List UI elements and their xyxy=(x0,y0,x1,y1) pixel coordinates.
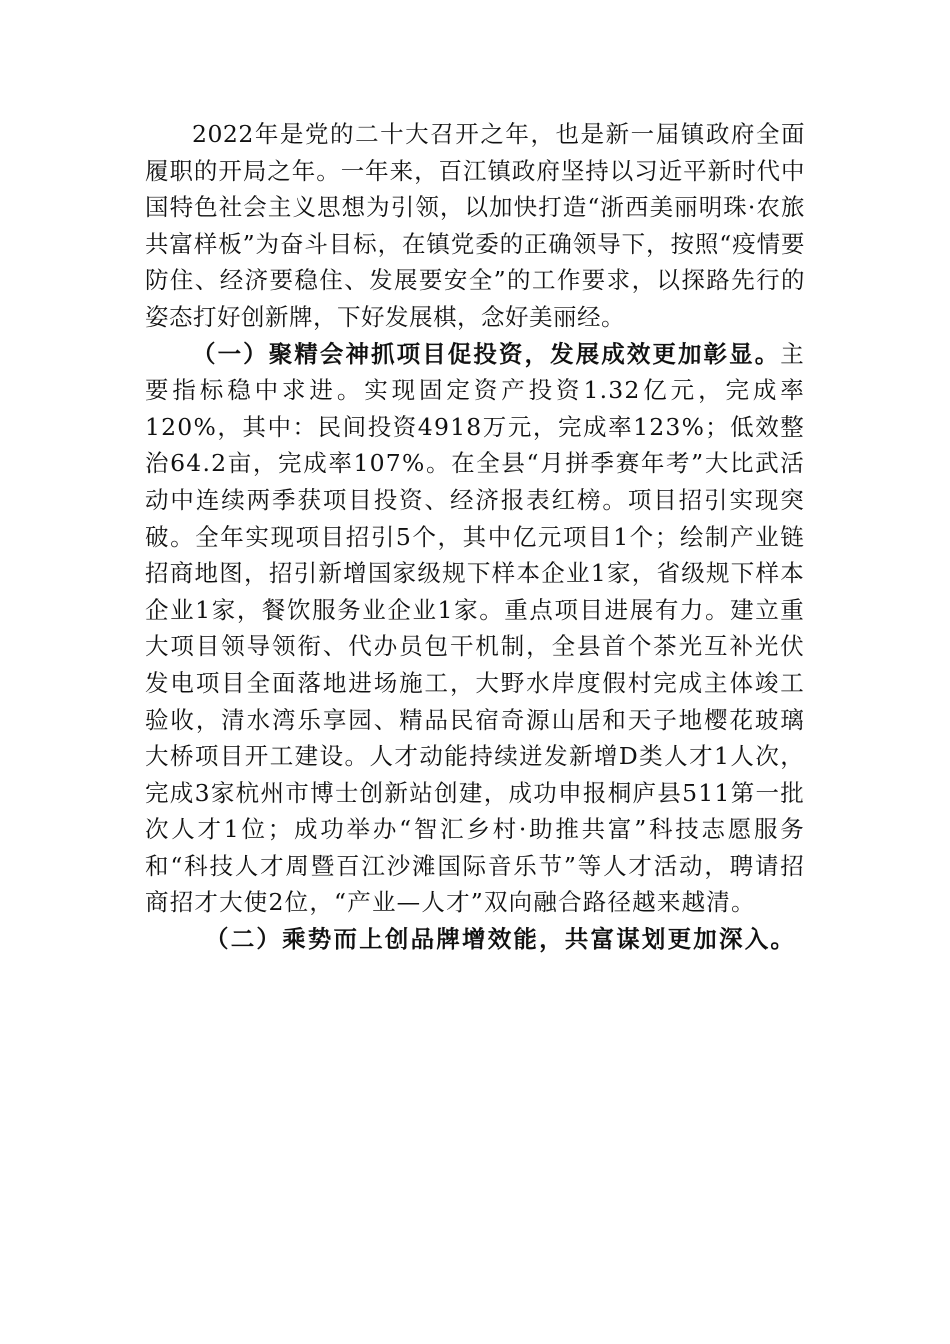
section-1-heading: （一）聚精会神抓项目促投资，发展成效更加彰显。 xyxy=(192,339,781,368)
document-body xyxy=(145,116,805,958)
section-1-paragraph xyxy=(145,336,805,922)
section-2-paragraph xyxy=(145,921,805,958)
section-2-heading: （二）乘势而上创品牌增效能，共富谋划更加深入。 xyxy=(205,925,797,954)
section-1-body: 主要指标稳中求进。实现固定资产投资1.32亿元，完成率120%，其中：民间投资4918万元，完成率123%；低效整治64.2亩，完成率107%。在全县“月拼季赛年考”大比武活动中连续两季获项目投资、经济报表红榜。项目招引实现突破。全年实现项目招引5个，其中亿元项目1个；绘制产业链招商地图，招引新增国家级规下样本企业1家，省级规下样本企业1家，餐饮服务业企业1家。重点项目进展有力。建立重大项目领导领衔、代办员包干机制，全县首个茶光互补光伏发电项目全面落地进场施工，大野水岸度假村完成主体竣工验收，清水湾乐享园、精品民宿奇源山居和天子地樱花玻璃大桥项目开工建设。人才动能持续迸发新增D类人才1人次，完成3家杭州市博士创新站创建，成功申报桐庐县511第一批次人才1位；成功举办“智汇乡村·助推共富”科技志愿服务和“科技人才周暨百江沙滩国际音乐节”等人才活动，聘请招商招才大使2位，“产业—人才”双向融合路径越来越清。 xyxy=(145,339,805,917)
intro-paragraph: 2022年是党的二十大召开之年，也是新一届镇政府全面履职的开局之年。一年来，百江镇政府坚持以习近平新时代中国特色社会主义思想为引领，以加快打造“浙西美丽明珠·农旅共富样板”为奋斗目标，在镇党委的正确领导下，按照“疫情要防住、经济要稳住、发展要安全”的工作要求，以探路先行的姿态打好创新牌，下好发展棋，念好美丽经。 xyxy=(145,120,805,331)
